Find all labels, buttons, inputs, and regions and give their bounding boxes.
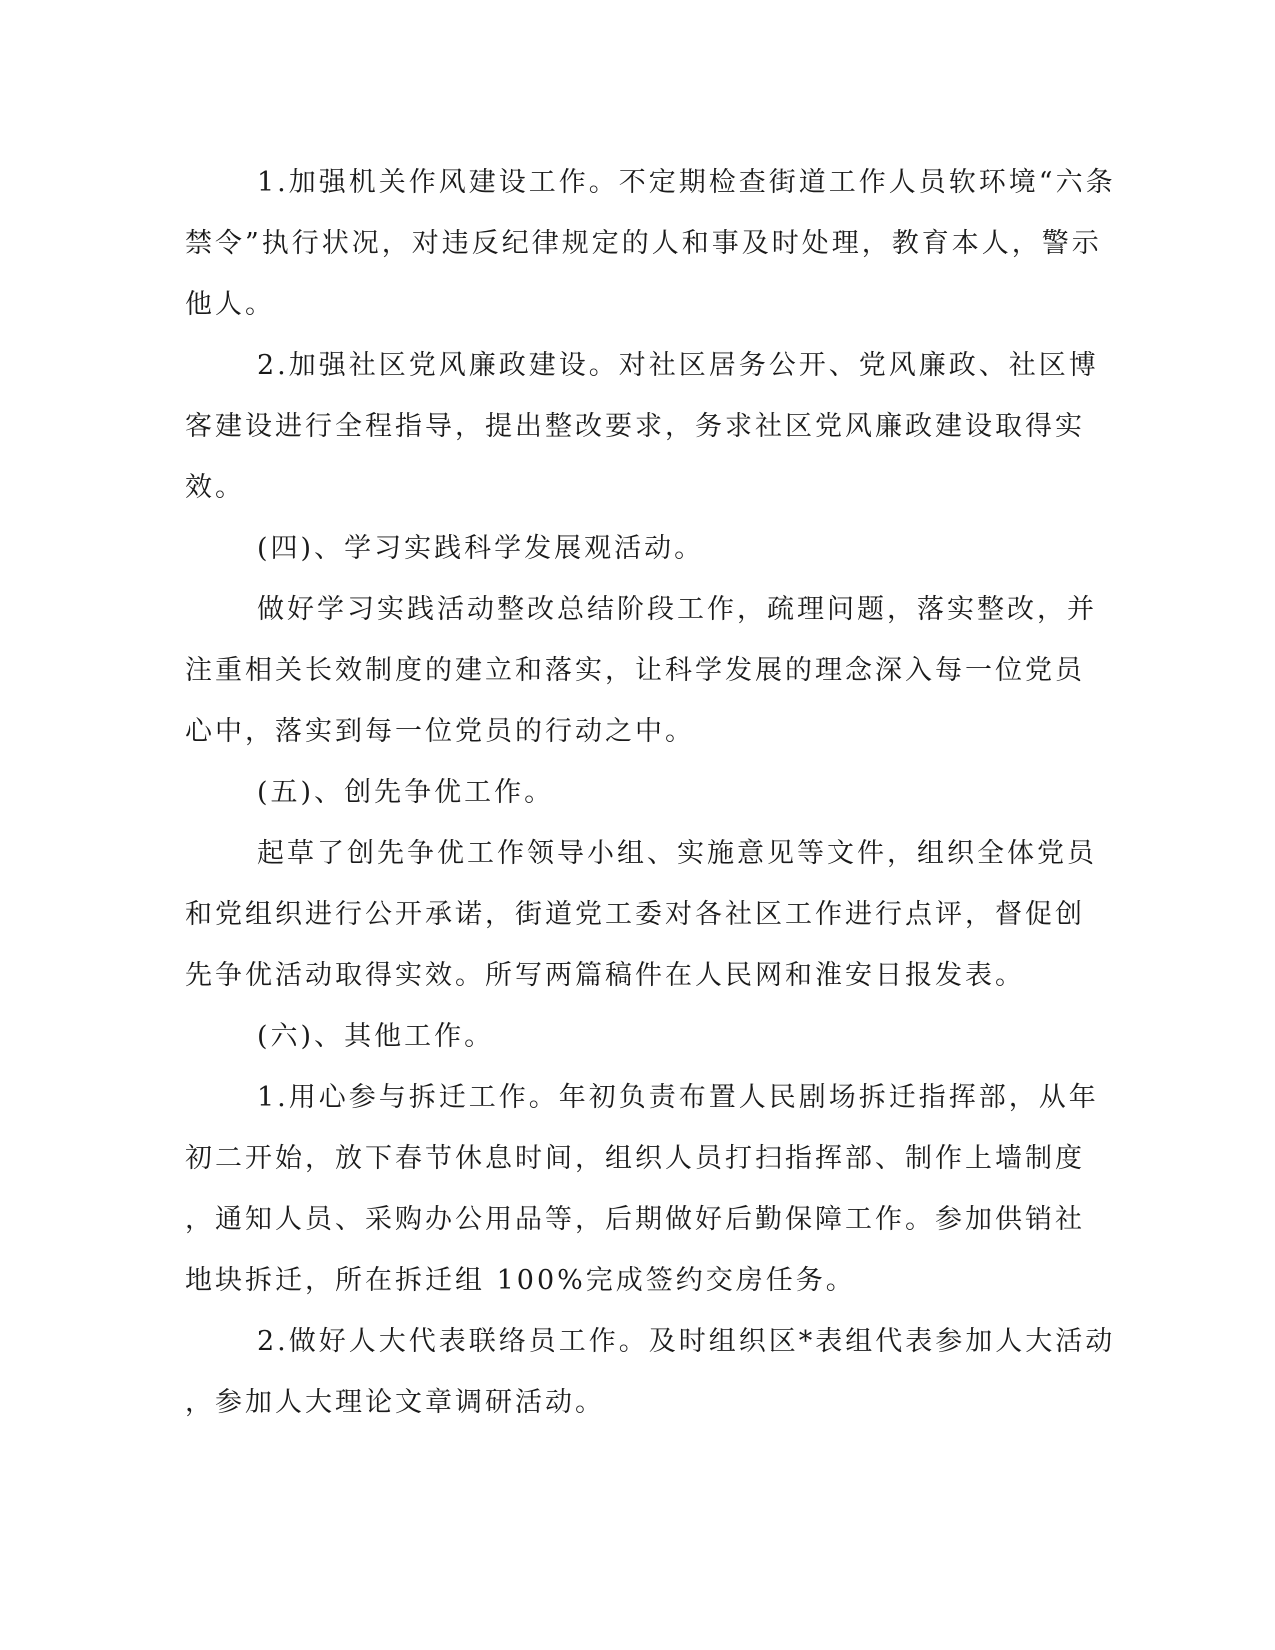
- text-line: 1.加强机关作风建设工作。不定期检查街道工作人员软环境“六条: [257, 167, 1116, 198]
- text-line: 2.加强社区党风廉政建设。对社区居务公开、党风廉政、社区博: [257, 350, 1099, 381]
- text-line: 1.用心参与拆迁工作。年初负责布置人民剧场拆迁指挥部，从年: [257, 1082, 1099, 1113]
- text-line: (五)、创先争优工作。: [257, 777, 555, 808]
- text-line: 起草了创先争优工作领导小组、实施意见等文件，组织全体党员: [257, 838, 1097, 869]
- text-line: 先争优活动取得实效。所写两篇稿件在人民网和淮安日报发表。: [185, 960, 1025, 991]
- text-line: 做好学习实践活动整改总结阶段工作，疏理问题，落实整改，并: [257, 594, 1097, 625]
- paragraph-1: [185, 152, 1116, 335]
- text-line: (六)、其他工作。: [257, 1021, 495, 1052]
- paragraph-6: [185, 1311, 1116, 1433]
- section-heading-5: [185, 762, 1065, 823]
- text-line: 初二开始，放下春节休息时间，组织人员打扫指挥部、制作上墙制度: [185, 1143, 1085, 1174]
- section-heading-4: [185, 518, 1065, 579]
- text-line: 和党组织进行公开承诺，街道党工委对各社区工作进行点评，督促创: [185, 899, 1085, 930]
- paragraph-5: [185, 1067, 1099, 1311]
- text-line: 禁令”执行状况，对违反纪律规定的人和事及时处理，教育本人，警示: [185, 228, 1102, 259]
- paragraph-3: [185, 579, 1097, 762]
- section-heading-6: [185, 1006, 1065, 1067]
- paragraph-2: [185, 335, 1099, 518]
- text-line: 心中，落实到每一位党员的行动之中。: [185, 716, 695, 747]
- text-line: 效。: [185, 472, 245, 503]
- document-body: [185, 152, 1116, 1433]
- text-line: 他人。: [185, 289, 275, 320]
- text-line: 地块拆迁，所在拆迁组 100%完成签约交房任务。: [185, 1265, 856, 1296]
- text-line: (四)、学习实践科学发展观活动。: [257, 533, 705, 564]
- text-line: ，参加人大理论文章调研活动。: [185, 1387, 605, 1418]
- text-line: 2.做好人大代表联络员工作。及时组织区*表组代表参加人大活动: [257, 1326, 1116, 1357]
- text-line: ，通知人员、采购办公用品等，后期做好后勤保障工作。参加供销社: [185, 1204, 1085, 1235]
- text-line: 注重相关长效制度的建立和落实，让科学发展的理念深入每一位党员: [185, 655, 1085, 686]
- paragraph-4: [185, 823, 1097, 1006]
- text-line: 客建设进行全程指导，提出整改要求，务求社区党风廉政建设取得实: [185, 411, 1085, 442]
